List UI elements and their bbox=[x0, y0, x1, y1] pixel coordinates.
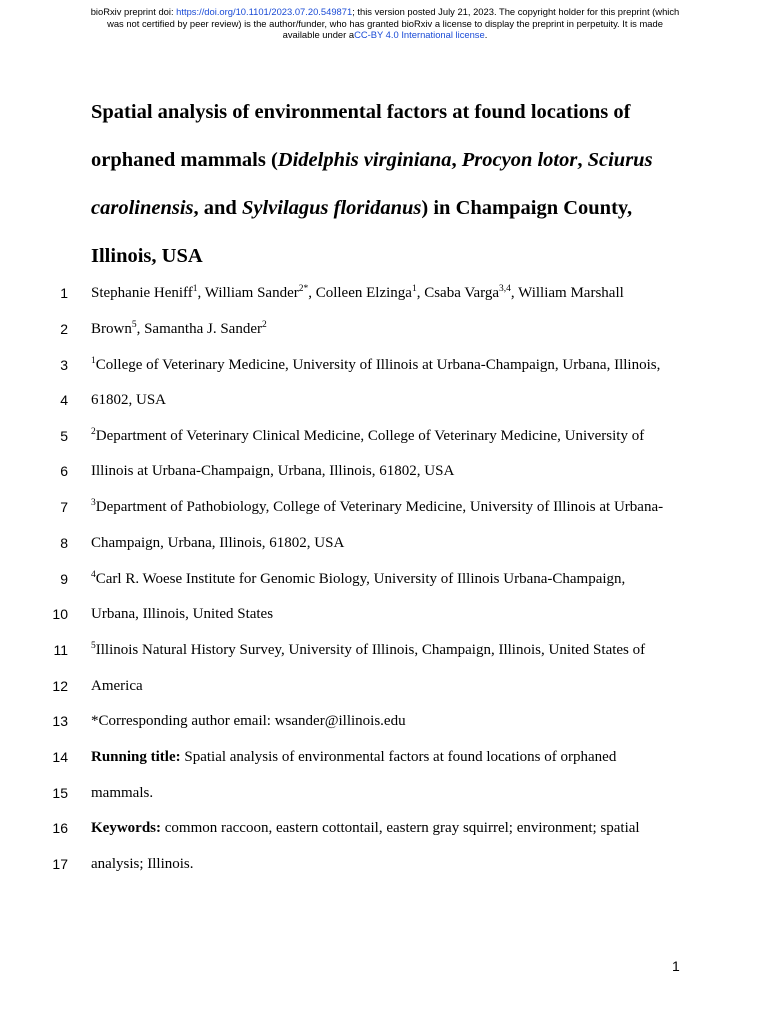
line-number: 6 bbox=[60, 463, 68, 479]
keywords: analysis; Illinois. bbox=[91, 856, 194, 872]
species-name: Sciurus bbox=[587, 149, 653, 171]
banner-text: ; this version posted July 21, 2023. The copyright holder for this preprint (which bbox=[352, 6, 680, 17]
banner-text: bioRxiv preprint doi: bbox=[90, 6, 177, 17]
line-number: 9 bbox=[60, 571, 68, 587]
manuscript-line bbox=[0, 675, 770, 697]
author-list: Stephanie Heniff$^1$, William Sander$^{2*}$, Colleen Elzinga$^1$, Csaba Varga$^{3,4}$, William Marshall bbox=[91, 284, 624, 301]
affiliation: America bbox=[91, 678, 143, 694]
manuscript-line bbox=[0, 282, 770, 304]
affiliation: $^1$College of Veterinary Medicine, University of Illinois at Urbana-Champaign, Urbana, Illinois, bbox=[91, 356, 661, 373]
banner-line-1 bbox=[40, 6, 730, 18]
species-name: Procyon lotor bbox=[461, 149, 578, 171]
line-number: 5 bbox=[60, 428, 68, 444]
affiliation: $^2$Department of Veterinary Clinical Medicine, College of Veterinary Medicine, University of bbox=[91, 427, 645, 444]
banner-text: . bbox=[484, 29, 488, 40]
keywords: Keywords: common raccoon, eastern cottontail, eastern gray squirrel; environment; spatial bbox=[91, 820, 640, 836]
manuscript-line bbox=[0, 354, 770, 376]
species-name: carolinensis bbox=[91, 197, 194, 219]
species-name: Sylvilagus floridanus bbox=[241, 197, 422, 219]
line-number: 14 bbox=[52, 749, 68, 765]
manuscript-line bbox=[0, 782, 770, 804]
manuscript-line bbox=[0, 710, 770, 732]
banner-line-3 bbox=[40, 29, 730, 41]
line-number: 12 bbox=[52, 678, 68, 694]
affiliation: Illinois at Urbana-Champaign, Urbana, Illinois, 61802, USA bbox=[91, 463, 455, 479]
manuscript-line bbox=[0, 532, 770, 554]
line-number: 4 bbox=[60, 392, 68, 408]
manuscript-line bbox=[0, 318, 770, 340]
line-number: 3 bbox=[60, 357, 68, 373]
affiliation: Urbana, Illinois, United States bbox=[91, 606, 274, 622]
affiliation: $^4$Carl R. Woese Institute for Genomic Biology, University of Illinois Urbana-Champaign, bbox=[91, 570, 626, 587]
title-line: carolinensis, and Sylvilagus floridanus) in Champaign County, bbox=[91, 197, 633, 219]
doi-link[interactable]: https://doi.org/10.1101/2023.07.20.549871 bbox=[176, 6, 353, 17]
preprint-banner bbox=[40, 6, 730, 41]
affiliation: Champaign, Urbana, Illinois, 61802, USA bbox=[91, 535, 345, 551]
manuscript-line bbox=[0, 460, 770, 482]
manuscript-line bbox=[0, 425, 770, 447]
manuscript-line bbox=[0, 496, 770, 518]
affiliation: $^5$Illinois Natural History Survey, University of Illinois, Champaign, Illinois, United States of bbox=[91, 641, 646, 658]
banner-line-2: was not certified by peer review) is the author/funder, who has granted bioRxiv a license to display the preprint in perpetuity. It is made bbox=[107, 17, 663, 29]
manuscript-line bbox=[0, 746, 770, 768]
line-number: 16 bbox=[52, 820, 68, 836]
affiliation: 61802, USA bbox=[91, 392, 167, 408]
keywords-label: Keywords: bbox=[91, 820, 161, 836]
manuscript-line bbox=[0, 817, 770, 839]
line-number: 11 bbox=[53, 642, 68, 658]
line-number: 10 bbox=[52, 606, 68, 622]
line-number: 8 bbox=[60, 535, 68, 551]
license-link[interactable]: CC-BY 4.0 International license bbox=[354, 29, 485, 40]
line-number: 13 bbox=[52, 713, 68, 729]
running-title: Running title: Spatial analysis of environmental factors at found locations of orphaned bbox=[91, 749, 617, 765]
title-line: orphaned mammals (Didelphis virginiana, Procyon lotor, Sciurus bbox=[91, 149, 653, 171]
title-line: Spatial analysis of environmental factors at found locations of bbox=[91, 101, 631, 123]
manuscript-line bbox=[0, 389, 770, 411]
banner-text: available under a bbox=[282, 29, 355, 40]
page-number: 1 bbox=[672, 958, 680, 974]
manuscript-line bbox=[0, 853, 770, 875]
paper-title bbox=[91, 88, 691, 280]
manuscript-line bbox=[0, 639, 770, 661]
author-list: Brown$^5$, Samantha J. Sander$^2$ bbox=[91, 320, 267, 337]
line-number: 1 bbox=[60, 285, 68, 301]
manuscript-line bbox=[0, 603, 770, 625]
line-number: 15 bbox=[52, 785, 68, 801]
line-number: 7 bbox=[60, 499, 68, 515]
title-line: Illinois, USA bbox=[91, 245, 203, 267]
manuscript-line bbox=[0, 568, 770, 590]
running-title-label: Running title: bbox=[91, 749, 181, 765]
species-name: Didelphis virginiana bbox=[277, 149, 452, 171]
affiliation: $^3$Department of Pathobiology, College of Veterinary Medicine, University of Illinois at Urbana- bbox=[91, 498, 664, 515]
line-number: 2 bbox=[60, 321, 68, 337]
line-number: 17 bbox=[52, 856, 68, 872]
corresponding-author: *Corresponding author email: wsander@illinois.edu bbox=[91, 713, 406, 729]
running-title: mammals. bbox=[91, 785, 154, 801]
